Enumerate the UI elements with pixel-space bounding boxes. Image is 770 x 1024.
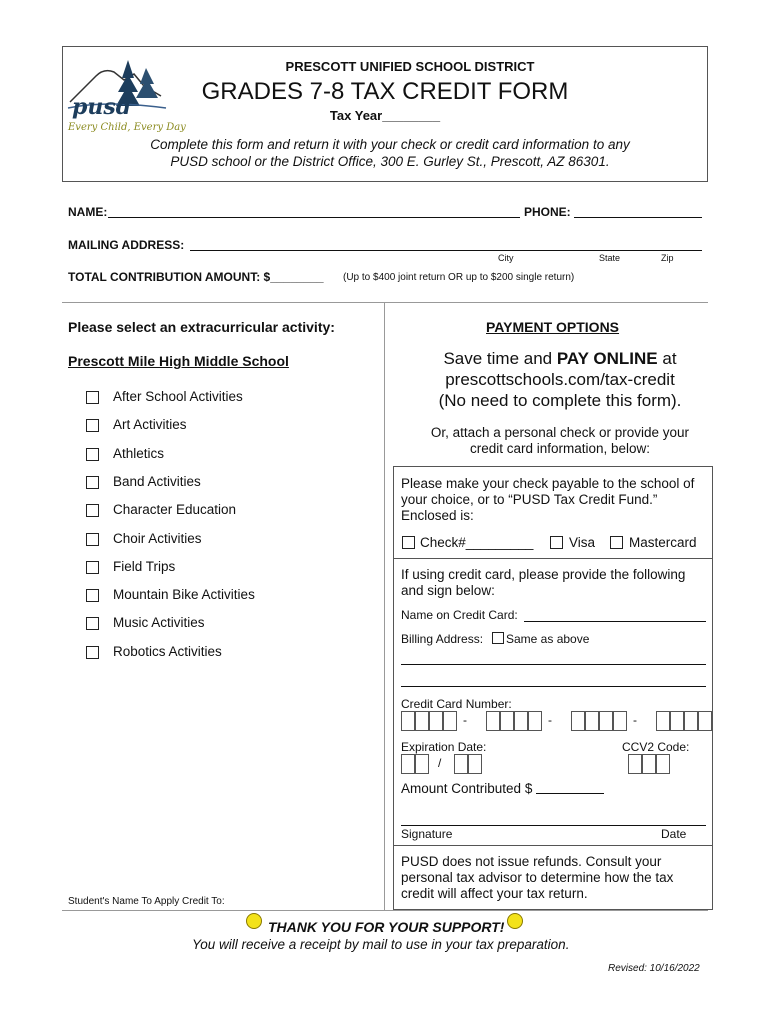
card-digit-cell[interactable] <box>599 711 613 731</box>
activity-checkbox[interactable] <box>86 419 99 432</box>
activity-label: Field Trips <box>113 558 176 574</box>
total-contribution-note: (Up to $400 joint return OR up to $200 single return) <box>343 272 575 283</box>
payment-divider-1 <box>393 558 713 559</box>
amount-contributed-field[interactable] <box>536 781 604 794</box>
ccv2-digit-cell[interactable] <box>628 754 642 774</box>
card-number-label: Credit Card Number: <box>401 697 512 711</box>
pay-online-bold: PAY ONLINE <box>556 349 658 368</box>
card-digit-cell[interactable] <box>670 711 684 731</box>
tax-year-field[interactable]: Tax Year________ <box>329 108 441 123</box>
pay-online-pre: Save time and <box>443 349 557 368</box>
activity-label: Art Activities <box>113 417 187 433</box>
mailing-address-field[interactable] <box>190 238 702 251</box>
same-as-above-checkbox[interactable] <box>492 632 504 644</box>
card-digit-cell[interactable] <box>401 711 415 731</box>
state-caption: State <box>599 253 621 263</box>
expiration-label: Expiration Date: <box>401 740 487 754</box>
or-attach-text <box>398 425 722 457</box>
city-caption: City <box>498 253 514 263</box>
payment-divider-2 <box>393 845 713 846</box>
thank-you-text: THANK YOU FOR YOUR SUPPORT! <box>268 919 505 935</box>
phone-label: PHONE: <box>524 205 571 219</box>
activity-heading: Please select an extracurricular activity: <box>68 319 335 335</box>
same-as-above-label: Same as above <box>506 632 590 646</box>
column-divider <box>384 302 385 910</box>
pay-online-block <box>398 348 722 411</box>
mailing-address-label: MAILING ADDRESS: <box>68 238 185 252</box>
activity-label: Mountain Bike Activities <box>113 587 255 603</box>
activity-checkbox[interactable] <box>86 589 99 602</box>
ccv2-digit-cell[interactable] <box>642 754 656 774</box>
activity-checkbox[interactable] <box>86 533 99 546</box>
activity-checkbox[interactable] <box>86 617 99 630</box>
pay-online-post: at <box>657 349 677 368</box>
activity-checkbox[interactable] <box>86 391 99 404</box>
ccv2-digit-cell[interactable] <box>656 754 670 774</box>
expiration-digit-cell[interactable] <box>468 754 482 774</box>
section-divider <box>62 302 708 303</box>
logo-tagline: Every Child, Every Day <box>68 122 186 133</box>
district-name: PRESCOTT UNIFIED SCHOOL DISTRICT <box>285 59 535 74</box>
card-digit-cell[interactable] <box>486 711 500 731</box>
pusd-logo <box>66 56 186 136</box>
bottom-divider <box>62 910 708 911</box>
card-number-dash: - <box>463 713 467 727</box>
billing-address-line-2[interactable] <box>401 686 706 687</box>
or-attach-line-2: credit card information, below: <box>469 441 651 456</box>
signature-caption: Signature <box>401 827 453 841</box>
activity-checkbox[interactable] <box>86 448 99 461</box>
expiration-digit-cell[interactable] <box>401 754 415 774</box>
billing-address-label: Billing Address: <box>401 632 484 646</box>
card-digit-cell[interactable] <box>585 711 599 731</box>
check-option-label[interactable]: Check#_________ <box>420 535 534 550</box>
card-digit-cell[interactable] <box>514 711 528 731</box>
card-digit-cell[interactable] <box>443 711 457 731</box>
mastercard-label: Mastercard <box>629 535 697 550</box>
instructions-line-1: Complete this form and return it with your check or credit card information to any <box>150 137 630 152</box>
payment-heading: PAYMENT OPTIONS <box>486 319 620 335</box>
signature-line[interactable] <box>401 825 706 826</box>
check-checkbox[interactable] <box>402 536 415 549</box>
pay-online-line <box>398 348 722 369</box>
pay-online-note: (No need to complete this form). <box>438 391 682 410</box>
card-digit-cell[interactable] <box>571 711 585 731</box>
check-instructions: Please make your check payable to the school of your choice, or to “PUSD Tax Credit Fund.” Enclosed is: <box>401 476 695 523</box>
expiration-slash: / <box>438 756 442 770</box>
phone-field[interactable] <box>574 205 702 218</box>
visa-checkbox[interactable] <box>550 536 563 549</box>
activity-label: Band Activities <box>113 473 201 489</box>
name-on-card-label: Name on Credit Card: <box>401 608 518 622</box>
name-label: NAME: <box>68 205 108 219</box>
instructions-line-2: PUSD school or the District Office, 300 E. Gurley St., Prescott, AZ 86301. <box>170 154 610 169</box>
expiration-digit-cell[interactable] <box>415 754 429 774</box>
expiration-digit-cell[interactable] <box>454 754 468 774</box>
card-digit-cell[interactable] <box>429 711 443 731</box>
card-digit-cell[interactable] <box>613 711 627 731</box>
card-digit-cell[interactable] <box>656 711 670 731</box>
zip-caption: Zip <box>661 253 674 263</box>
billing-address-line-1[interactable] <box>401 664 706 665</box>
activity-checkbox[interactable] <box>86 561 99 574</box>
activity-label: Athletics <box>113 445 165 461</box>
card-digit-cell[interactable] <box>500 711 514 731</box>
activity-label: Character Education <box>113 502 237 518</box>
smiley-icon-left <box>246 913 262 929</box>
card-digit-cell[interactable] <box>698 711 712 731</box>
date-caption: Date <box>661 827 687 841</box>
student-name-label: Student's Name To Apply Credit To: <box>68 896 225 907</box>
or-attach-line-1: Or, attach a personal check or provide your <box>430 425 690 440</box>
name-field[interactable] <box>108 205 520 218</box>
activity-checkbox[interactable] <box>86 646 99 659</box>
payment-box <box>393 466 713 910</box>
activity-checkbox[interactable] <box>86 504 99 517</box>
activity-checkbox[interactable] <box>86 476 99 489</box>
card-digit-cell[interactable] <box>415 711 429 731</box>
credit-card-instructions: If using credit card, please provide the following and sign below: <box>401 567 686 598</box>
logo-text: pusd <box>72 94 132 120</box>
instructions <box>110 136 670 170</box>
revised-date: Revised: 10/16/2022 <box>608 963 700 974</box>
refund-notice: PUSD does not issue refunds. Consult your personal tax advisor to determine how the tax credit will affect your tax return. <box>401 854 674 901</box>
card-digit-cell[interactable] <box>684 711 698 731</box>
receipt-note: You will receive a receipt by mail to use in your tax preparation. <box>192 937 570 952</box>
total-contribution-label[interactable]: TOTAL CONTRIBUTION AMOUNT: $________ <box>68 270 324 284</box>
activity-label: Choir Activities <box>113 530 202 546</box>
mastercard-checkbox[interactable] <box>610 536 623 549</box>
card-number-dash: - <box>548 713 552 727</box>
visa-label: Visa <box>569 535 596 550</box>
card-digit-cell[interactable] <box>528 711 542 731</box>
activity-label: Music Activities <box>113 615 205 631</box>
amount-contributed-label: Amount Contributed $ <box>401 781 533 796</box>
name-on-card-field[interactable] <box>524 609 706 622</box>
school-name: Prescott Mile High Middle School <box>68 353 289 369</box>
card-number-dash: - <box>633 713 637 727</box>
form-title: GRADES 7-8 TAX CREDIT FORM <box>201 78 569 105</box>
smiley-icon-right <box>507 913 523 929</box>
ccv2-label: CCV2 Code: <box>622 740 690 754</box>
pay-online-url[interactable]: prescottschools.com/tax-credit <box>445 370 675 389</box>
activity-label: Robotics Activities <box>113 643 222 659</box>
activity-label: After School Activities <box>113 389 243 404</box>
